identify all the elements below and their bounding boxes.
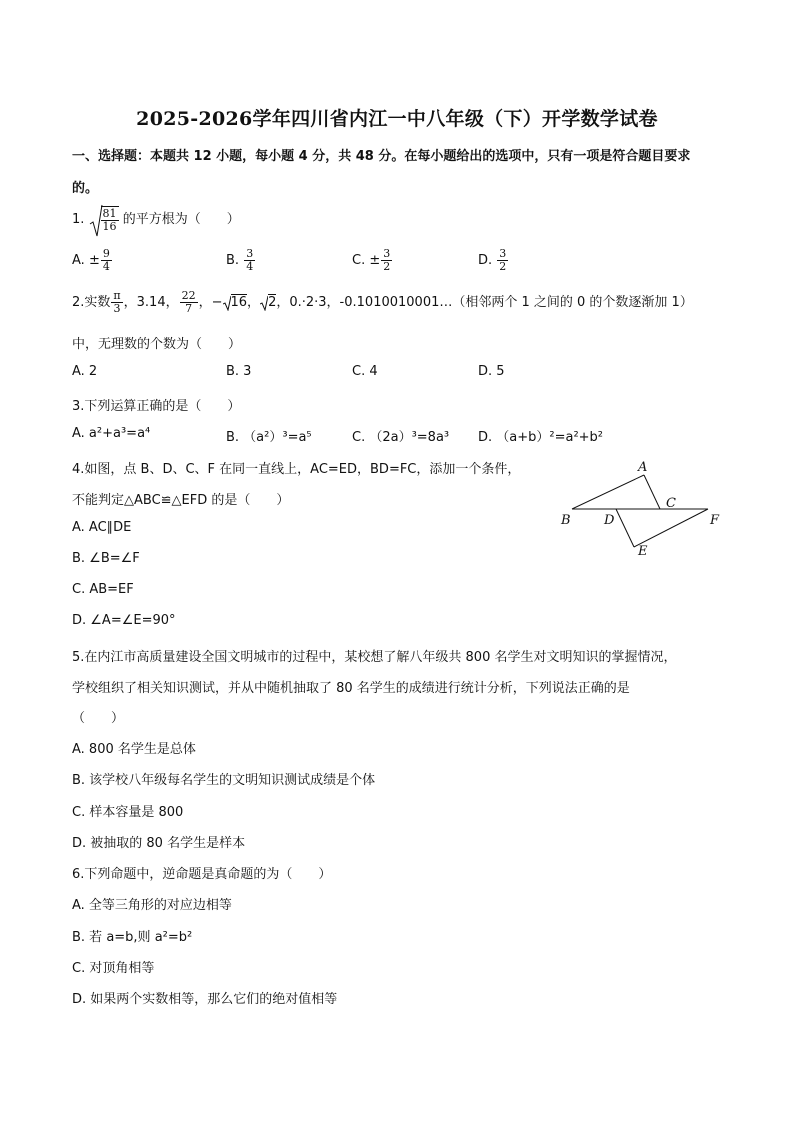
segment-de <box>616 509 634 547</box>
radical-sign-icon <box>223 295 231 311</box>
segment-ac <box>644 475 660 509</box>
radical-sign-icon <box>89 204 103 238</box>
question-5-stem: 5.在内江市高质量建设全国文明城市的过程中，某校想了解八年级共 800 名学生对文明知识的掌握情况， <box>72 650 677 665</box>
q1-option-d: D. $\frac{3}{2}$ <box>478 247 507 273</box>
q3-option-d: D. （a+b）²=a²+b² <box>478 430 604 445</box>
label-f: F <box>710 513 720 528</box>
q4-option-c: C. AB=EF <box>72 582 134 597</box>
q2-option-a: A. 2 <box>72 364 98 379</box>
q2-option-c: C. 4 <box>352 364 378 379</box>
label-a: A <box>638 460 648 475</box>
question-4-stem: 4.如图，点 B、D、C、F 在同一直线上，AC=ED，BD=FC，添加一个条件， <box>72 462 521 477</box>
q1-option-c: C. ± $\frac{3}{2}$ <box>352 247 391 273</box>
q3-option-a: A. a²+a³=a⁴ <box>72 426 151 441</box>
q1-option-b: B. $\frac{3}{4}$ <box>226 247 254 273</box>
q4-option-d: D. ∠A=∠E=90° <box>72 613 176 628</box>
q1-option-a: A. ± $\frac{9}{4}$ <box>72 247 110 273</box>
label-e: E <box>638 544 648 559</box>
q5-option-c: C. 样本容量是 800 <box>72 805 184 820</box>
segment-ef <box>634 509 708 547</box>
q3-option-c: C. （2a）³=8a³ <box>352 430 450 445</box>
page-title: 2025-2026学年四川省内江一中八年级（下）开学数学试卷 <box>136 108 658 130</box>
question-5-stem-cont: 学校组织了相关知识测试，并从中随机抽取了 80 名学生的成绩进行统计分析，下列说法正确的是 <box>72 681 630 696</box>
q5-option-d: D. 被抽取的 80 名学生是样本 <box>72 836 246 851</box>
radical-sign-icon <box>260 295 268 311</box>
question-6-stem: 6.下列命题中，逆命题是真命题的为（ ） <box>72 867 332 882</box>
q2-option-b: B. 3 <box>226 364 252 379</box>
q3-option-b: B. （a²）³=a⁵ <box>226 430 312 445</box>
q5-option-a: A. 800 名学生是总体 <box>72 742 196 757</box>
q6-option-a: A. 全等三角形的对应边相等 <box>72 898 232 913</box>
question-1-stem: 1. $\frac{81}{16}$ 的平方根为（ ） <box>72 206 240 233</box>
section-heading: 一、选择题：本题共 12 小题，每小题 4 分，共 48 分。在每小题给出的选项中，只有一项是符合题目要求 <box>72 149 691 164</box>
label-d: D <box>604 513 615 528</box>
q5-option-b: B. 该学校八年级每名学生的文明知识测试成绩是个体 <box>72 773 376 788</box>
sqrt-expression: $\frac{81}{16}$ <box>101 206 119 233</box>
q6-option-b: B. 若 a=b,则 a²=b² <box>72 930 193 945</box>
q6-option-c: C. 对顶角相等 <box>72 961 155 976</box>
question-4-stem-cont: 不能判定△ABC≌△EFD 的是（ ） <box>72 493 290 508</box>
question-3-stem: 3.下列运算正确的是（ ） <box>72 399 241 414</box>
label-b: B <box>561 513 571 528</box>
q6-option-d: D. 如果两个实数相等，那么它们的绝对值相等 <box>72 992 338 1007</box>
section-heading-cont: 的。 <box>72 181 99 196</box>
question-2-stem-cont: 中，无理数的个数为（ ） <box>72 337 242 352</box>
question-2-stem: 2.实数 $\frac{\pi}{3}$ ，3.14， $\frac{22}{7}$ ，− 16， 2，0.·2·3，-0.1010010001…（相邻两个 1 之间的 0 的个数逐渐加 1） <box>72 289 693 315</box>
triangle-figure <box>556 456 732 560</box>
q4-option-b: B. ∠B=∠F <box>72 551 140 566</box>
q4-option-a: A. AC∥DE <box>72 520 132 535</box>
label-c: C <box>666 496 676 511</box>
question-5-paren: （ ） <box>72 711 125 726</box>
q2-option-d: D. 5 <box>478 364 505 379</box>
segment-ab <box>572 475 644 509</box>
